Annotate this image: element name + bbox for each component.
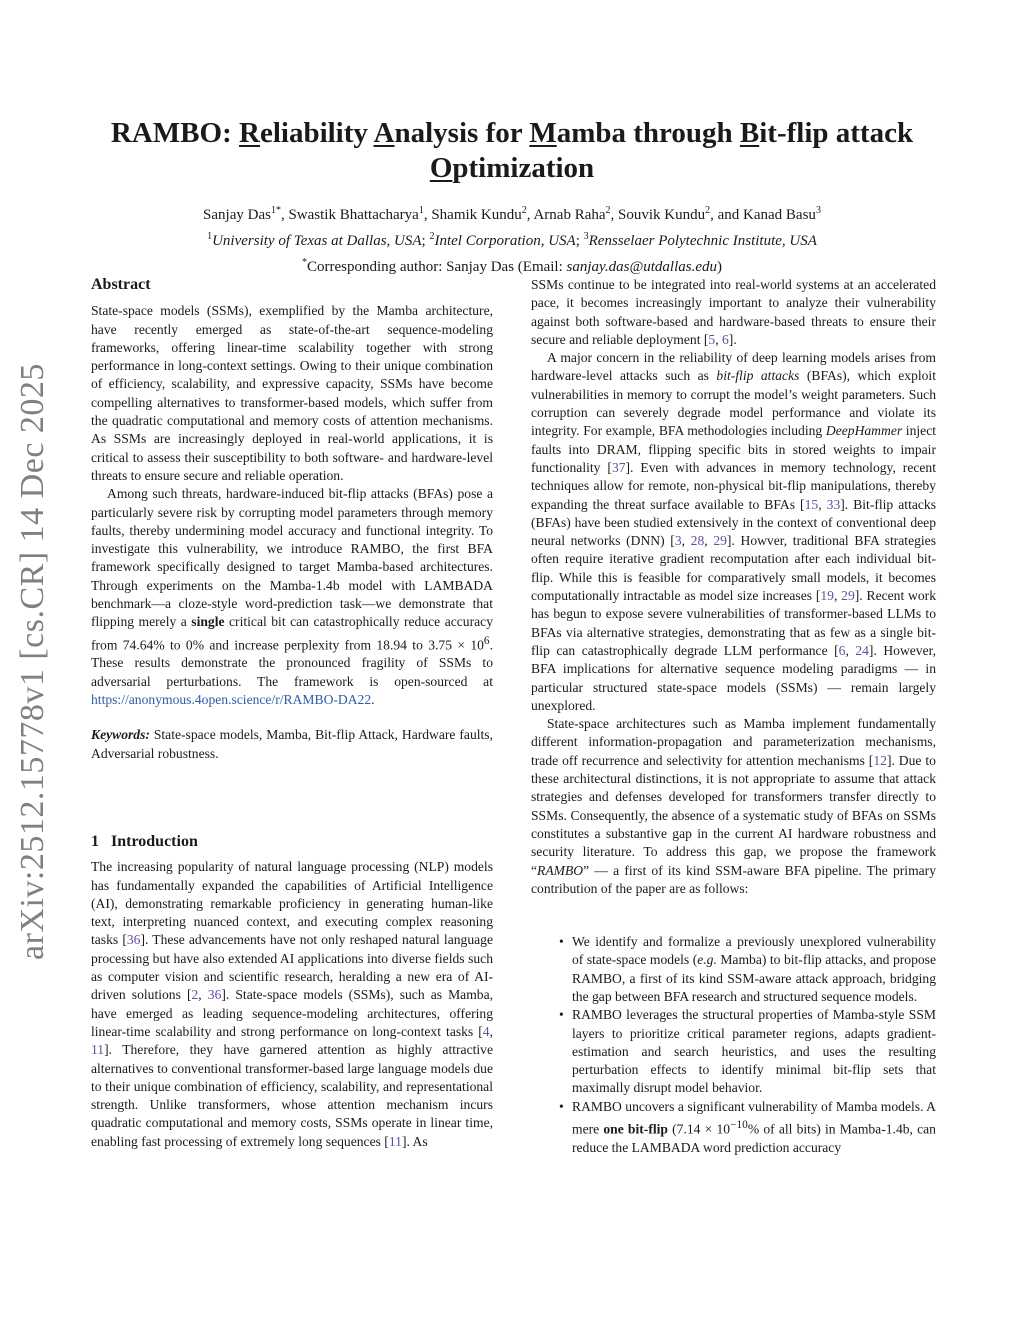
section-heading-introduction: 1 Introduction [91,832,198,850]
abstract-heading: Abstract [91,276,151,293]
citation-link[interactable]: 12 [873,752,887,768]
intro-paragraph-1: The increasing popularity of natural language processing (NLP) models has fundamentally expanded the capabilities of Artificial Intelligence (AI), demonstrating remarkable proficiency in generating human-like text, interpreting nuanced context, and executing complex reasoning tasks [36]. These advancements have not only reshaped natural language processing but have also extended AI applications into diverse fields such as computer vision and scientific research, heralding a new era of AI-driven solutions [2, 36]. State-space models (SSMs), such as Mamba, have emerged as leading sequence-modeling architectures, offering linear-time scalability and strong performance on long-context tasks [4, 11]. Therefore, they have garnered attention as highly attractive alternatives to conventional transformer-based large language models due to their unique combination of efficiency, scalability, and representational strength. Unlike transformers, whose attention mechanism incurs quadratic computational and memory costs, SSMs operate in linear time, enabling fast processing of extremely long sequences [11]. As [91,859,494,1149]
citation-link[interactable]: 28 [690,533,705,549]
intro-paragraph-2: A major concern in the reliability of deep learning models arises from hardware-level attacks such as bit-flip attacks (BFAs), which exploit vulnerabilities in memory to corrupt the model’s weight parameters. Such corruption can severely degrade model performance and violate its integrity. For example, BFA methodologies including DeepHammer inject faults into DRAM, flipping specific bits in stored weights to impair functionality [37]. Even with advances in memory technology, recent techniques allow for remote, non-physical bit-flip manipulations, thereby expanding the threat surface available to BFAs [15, 33]. Bit-flip attacks (BFAs) have been studied extensively in the context of conventional deep neural networks (DNN) [3, 28, 29]. Howver, traditional BFA strategies often require iterative gradient recomputation after each individual bit-flip. While this is feasible for comparatively small models, it becomes computationally intractable as model size increases [19, 29]. Recent work has begun to expose severe vulnerabilities of transformer-based LLMs to BFAs via alternative strategies, demonstrating that as few as a single bit-flip can catastrophically degrade LLM performance [6, 24]. However, BFA implications for alternative sequence modeling paradigms — in particular structured state-space models (SSMs) — remain largely unexplored. [531,350,937,713]
citation-link[interactable]: 29 [713,533,727,549]
intro-paragraph-3: State-space architectures such as Mamba implement fundamentally different information-propagation and parameterization mechanisms, trade off recurrence and selectivity for attention mechanisms [12]. Due to these architectural distinctions, it is not appropriate to assume that attack strategies and defenses developed for transformers transfer directly to SSMs. Consequently, the absence of a systematic study of BFAs on SSMs constitutes a substantive gap in the current AI hardware robustness and security literature. To address this gap, we propose the framework “RAMBO” — a first of its kind SSM-aware BFA pipeline. The primary contribution of the paper are as follows: [531,716,936,896]
citation-link[interactable]: 5 [708,331,716,347]
code-repository-link[interactable]: https://anonymous.4open.science/r/RAMBO-DA22 [91,692,372,708]
citation-link[interactable]: 2 [191,987,199,1003]
citation-link[interactable]: 24 [855,642,869,658]
citation-link[interactable]: 37 [611,459,626,475]
corresponding-author: *Corresponding author: Sanjay Das (Email: sanjay.das@utdallas.edu) [301,257,722,275]
bullet-icon: • [559,1098,564,1114]
citation-link[interactable]: 29 [841,588,855,604]
keywords: Keywords: State-space models, Mamba, Bit-flip Attack, Hardware faults, Adversarial robustness. [91,727,493,761]
contribution-item: • We identify and formalize a previously unexplored vulnerability of state-space models (e.g. Mamba) to bit-flip attacks, and propose RAMBO, a first of its kind SSM-aware attack approach, bridging the gap between BFA research and structured sequence models. [559,934,936,1004]
citation-link[interactable]: 36 [126,932,141,948]
abstract-paragraph-1: State-space models (SSMs), exemplified by the Mamba architecture, have recently emerged as state-of-the-art sequence-modeling frameworks, offering linear-time scalability together with strong performance in long-context settings. Owing to their unique combination of efficiency, scalability, and expressive capacity, SSMs have become compelling alternatives to transformer-based models, which suffer from the quadratic computational and memory costs of attention mechanisms. As SSMs are increasingly deployed in real-world applications, it is critical to assess their susceptibility to both software- and hardware-level threats to ensure secure and reliable operation. [91,303,493,483]
citation-link[interactable]: 6 [838,642,846,658]
bullet-icon: • [559,934,564,950]
citation-link[interactable]: 15 [804,496,819,512]
citation-link[interactable]: 11 [91,1042,105,1058]
abstract-paragraph-2: Among such threats, hardware-induced bit-flip attacks (BFAs) pose a particularly severe risk by corrupting model parameters through memory faults, thereby undermining model accuracy and functional integrity. To investigate this vulnerability, we introduce RAMBO, the first BFA framework specifically designed to target Mamba-based architectures. Through experiments on the Mamba-1.4b model with LAMBADA benchmark—a cloze-style word-prediction task—we demonstrate that flipping merely a single critical bit can catastrophically reduce accuracy from 74.64% to 0% and increase perplexity from 18.94 to $3.75 \times 10^6$. These results demonstrate the pronounced fragility of SSMs to adversarial perturbations. The framework is open-sourced at https://anonymous.4open.science/r/RAMBO-DA22. [91,486,493,708]
left-column [91,276,493,1151]
citation-link[interactable]: 33 [826,496,841,512]
right-column [531,276,936,1157]
citation-link[interactable]: 19 [820,588,834,604]
citation-link[interactable]: 3 [674,533,682,549]
affiliations: $^1$University of Texas at Dallas, USA; $^2$Intel Corporation, USA; $^3$Rensselaer Polytechnic Institute, USA [207,231,817,249]
bullet-icon: • [559,1007,564,1023]
author-block [60,200,964,278]
contribution-list [531,933,936,1157]
citation-link[interactable]: 6 [722,331,729,347]
paper-title: RAMBO: Reliability Analysis for Mamba through Bit-flip attack Optimization [110,117,914,184]
citation-link[interactable]: 11 [388,1133,402,1149]
intro-paragraph-1-continued: SSMs continue to be integrated into real-world systems at an accelerated pace, it becomes increasingly important to analyze their vulnerability against both software-based and hardware-based threats to ensure their secure and reliable deployment [5, 6]. [531,277,936,347]
author-list: Sanjay Das$^{1*}$, Swastik Bhattacharya$^1$, Shamik Kundu$^2$, Arnab Raha$^2$, Souvik Kundu$^2$, and Kanad Basu$^3$ [203,205,821,223]
citation-link[interactable]: 4 [482,1023,490,1039]
citation-link[interactable]: 36 [207,987,222,1003]
corresponding-email-link[interactable]: sanjay.das@utdallas.edu [566,259,717,275]
arxiv-identifier: arXiv:2512.15778v1 [cs.CR] 14 Dec 2025 [14,363,51,960]
contribution-item: • RAMBO uncovers a significant vulnerability of Mamba models. A mere one bit-flip ($7.14 \times 10^{-10}\%$ of all bits) in Mamba-1.4b, can reduce the LAMBADA word prediction accuracy [559,1098,936,1155]
contribution-item: • RAMBO leverages the structural properties of Mamba-style SSM layers to prioritize critical parameter regions, adapts gradient-estimation and search heuristics, and uses the resulting perturbation effects to identify minimal bit-flip sets that maximally disrupt model behavior. [559,1007,936,1096]
